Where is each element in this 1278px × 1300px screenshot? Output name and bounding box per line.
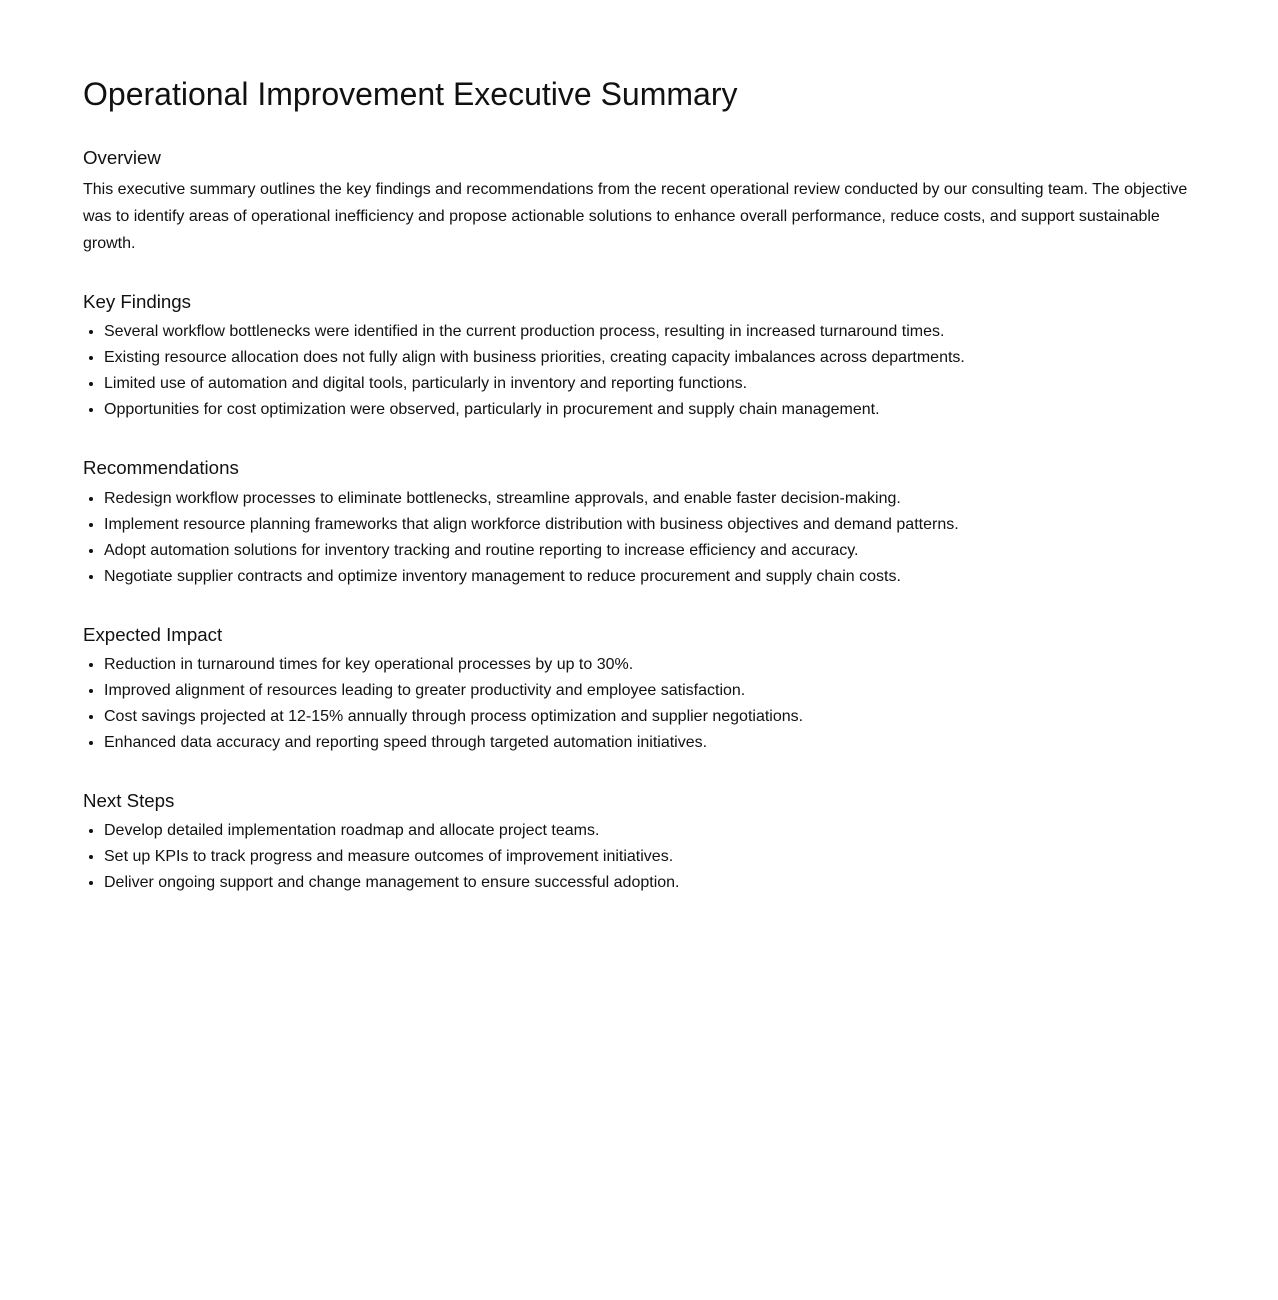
list-item: • Deliver ongoing support and change management to ensure successful adoption.	[104, 870, 1190, 896]
section-recommendations	[83, 456, 1190, 589]
section-heading-overview: Overview	[83, 147, 161, 169]
list-item: • Improved alignment of resources leading to greater productivity and employee satisfaction.	[104, 678, 1190, 704]
section-heading-expected-impact: Expected Impact	[83, 623, 223, 645]
list-item: • Limited use of automation and digital tools, particularly in inventory and reporting functions.	[104, 371, 1190, 397]
list-item: • Enhanced data accuracy and reporting speed through targeted automation initiatives.	[104, 730, 1190, 756]
section-overview	[83, 146, 1190, 256]
section-key-findings	[83, 290, 1190, 423]
expected-impact-list	[83, 652, 1190, 756]
recommendations-list	[83, 486, 1190, 590]
next-steps-list	[83, 818, 1190, 896]
list-item: • Redesign workflow processes to eliminate bottlenecks, streamline approvals, and enable faster decision-making.	[104, 486, 1190, 512]
section-heading-recommendations: Recommendations	[83, 457, 239, 479]
section-next-steps	[83, 789, 1190, 896]
list-item: • Develop detailed implementation roadmap and allocate project teams.	[104, 818, 1190, 844]
section-expected-impact	[83, 623, 1190, 756]
list-item: • Set up KPIs to track progress and measure outcomes of improvement initiatives.	[104, 844, 1190, 870]
section-heading-key-findings: Key Findings	[83, 290, 192, 312]
list-item: • Cost savings projected at 12-15% annually through process optimization and supplier negotiations.	[104, 704, 1190, 730]
list-item: • Implement resource planning frameworks that align workforce distribution with business objectives and demand patterns.	[104, 512, 1190, 538]
page-title: Operational Improvement Executive Summary	[83, 76, 738, 112]
key-findings-list	[83, 319, 1190, 423]
list-item: • Several workflow bottlenecks were identified in the current production process, resulting in increased turnaround times.	[104, 319, 1190, 345]
list-item: • Existing resource allocation does not fully align with business priorities, creating capacity imbalances across departments.	[104, 345, 1190, 371]
list-item: • Negotiate supplier contracts and optimize inventory management to reduce procurement and supply chain costs.	[104, 564, 1190, 590]
overview-paragraph: This executive summary outlines the key findings and recommendations from the recent operational review conducted by our consulting team. The objective was to identify areas of operational inefficiency and propose actionable solutions to enhance overall performance, reduce costs, and support sustainable growth.	[83, 180, 1188, 252]
list-item: • Reduction in turnaround times for key operational processes by up to 30%.	[104, 652, 1190, 678]
list-item: • Opportunities for cost optimization were observed, particularly in procurement and supply chain management.	[104, 397, 1190, 423]
list-item: • Adopt automation solutions for inventory tracking and routine reporting to increase efficiency and accuracy.	[104, 538, 1190, 564]
section-heading-next-steps: Next Steps	[83, 789, 175, 811]
